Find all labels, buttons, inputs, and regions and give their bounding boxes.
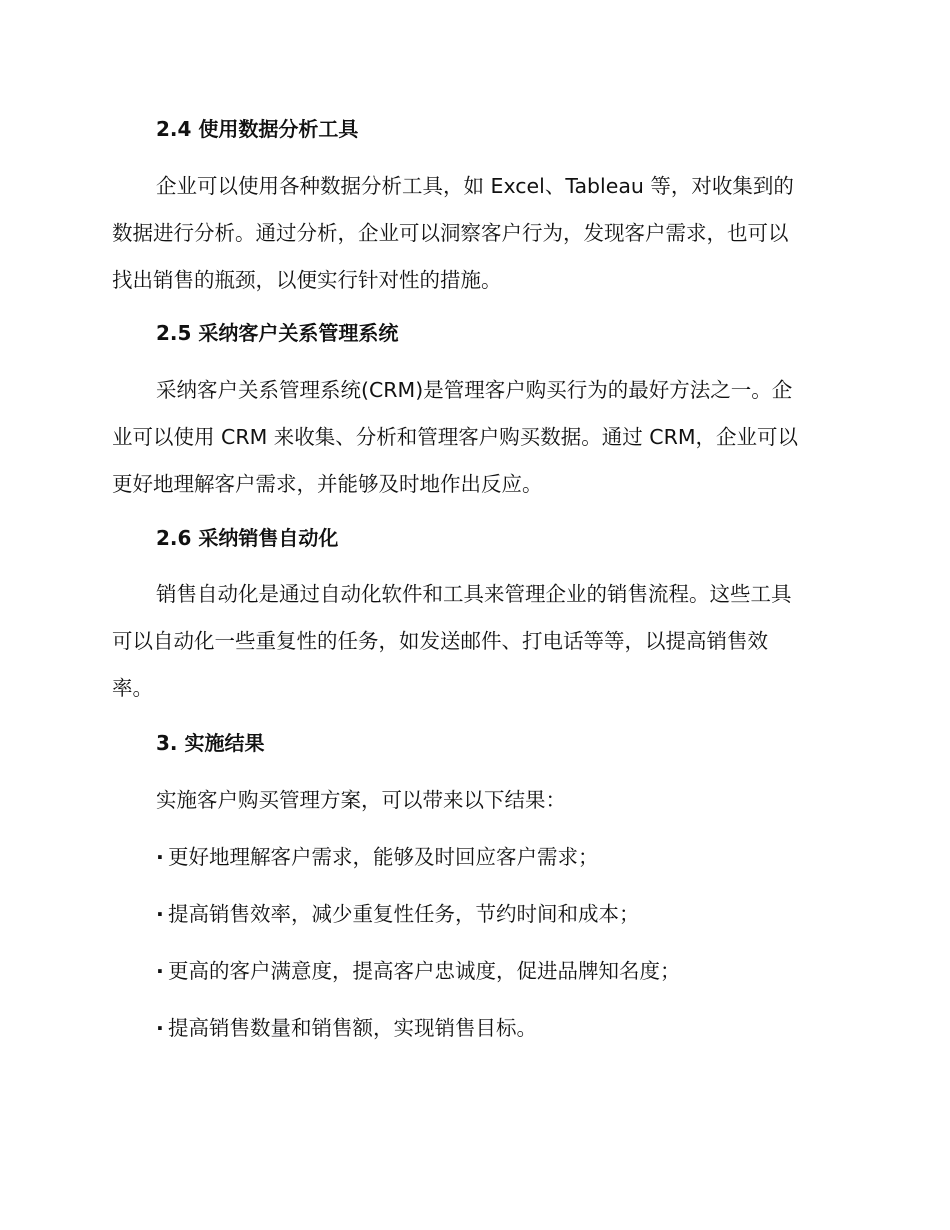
- bullet-icon: ·: [156, 902, 164, 926]
- bullet-text: 更高的客户满意度，提高客户忠诚度，促进品牌知名度；: [168, 959, 681, 983]
- bullet-icon: ·: [156, 1016, 164, 1040]
- bullet-text: 提高销售数量和销售额，实现销售目标。: [168, 1016, 537, 1040]
- results-bullet-item: [156, 956, 681, 986]
- paragraph-line: 企业可以使用各种数据分析工具，如 Excel、Tableau 等，对收集到的: [156, 174, 794, 198]
- paragraph-line: 率。: [112, 676, 153, 700]
- bullet-text: 提高销售效率，减少重复性任务，节约时间和成本；: [168, 902, 640, 926]
- paragraph-line: 销售自动化是通过自动化软件和工具来管理企业的销售流程。这些工具: [156, 582, 792, 606]
- paragraph-line: 业可以使用 CRM 来收集、分析和管理客户购买数据。通过 CRM，企业可以: [112, 425, 799, 449]
- section-heading-2-4: 2.4 使用数据分析工具: [156, 117, 359, 141]
- paragraph-line: 找出销售的瓶颈，以便实行针对性的措施。: [112, 268, 502, 292]
- section-heading-2-6: 2.6 采纳销售自动化: [156, 526, 339, 550]
- bullet-text: 更好地理解客户需求，能够及时回应客户需求；: [168, 845, 599, 869]
- section-paragraph-2-4: [112, 163, 838, 304]
- bullet-icon: ·: [156, 845, 164, 869]
- paragraph-line: 采纳客户关系管理系统(CRM)是管理客户购买行为的最好方法之一。企: [156, 378, 793, 402]
- results-bullet-item: [156, 899, 640, 929]
- paragraph-line: 更好地理解客户需求，并能够及时地作出反应。: [112, 472, 543, 496]
- section-paragraph-2-5: [112, 367, 838, 508]
- results-bullet-item: [156, 1013, 537, 1043]
- bullet-icon: ·: [156, 959, 164, 983]
- section-paragraph-2-6: [112, 571, 838, 712]
- section-heading-3: 3. 实施结果: [156, 731, 265, 755]
- section-heading-2-5: 2.5 采纳客户关系管理系统: [156, 321, 399, 345]
- results-intro: 实施客户购买管理方案，可以带来以下结果：: [156, 788, 566, 812]
- results-bullet-item: [156, 842, 599, 872]
- paragraph-line: 可以自动化一些重复性的任务，如发送邮件、打电话等等，以提高销售效: [112, 629, 768, 653]
- paragraph-line: 数据进行分析。通过分析，企业可以洞察客户行为，发现客户需求，也可以: [112, 221, 789, 245]
